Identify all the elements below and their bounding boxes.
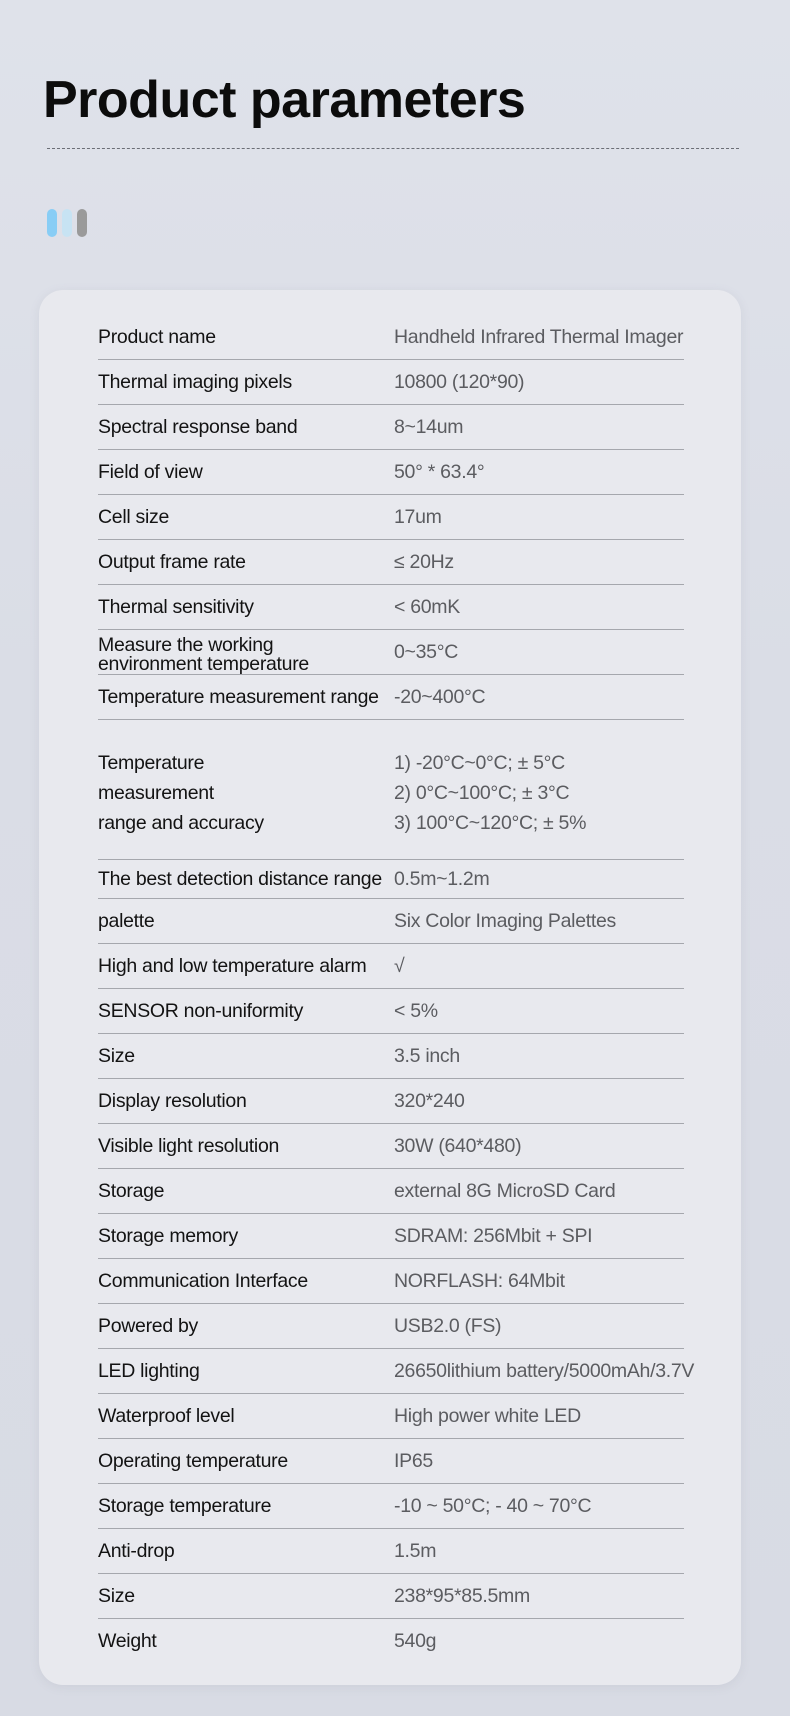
param-label: Field of view xyxy=(98,460,203,483)
param-value: 8~14um xyxy=(394,415,464,438)
param-label: Product name xyxy=(98,325,216,348)
param-label: Storage xyxy=(98,1179,165,1202)
param-label: Size xyxy=(98,1584,135,1607)
param-value: SDRAM: 256Mbit + SPI xyxy=(394,1224,593,1247)
param-value: Six Color Imaging Palettes xyxy=(394,909,616,932)
param-value: 30W (640*480) xyxy=(394,1134,522,1157)
param-value: external 8G MicroSD Card xyxy=(394,1179,616,1202)
param-row xyxy=(98,1034,684,1079)
param-row xyxy=(98,1214,684,1259)
param-label: Size xyxy=(98,1044,135,1067)
param-row xyxy=(98,1124,684,1169)
param-row xyxy=(98,1619,684,1664)
param-label-line: environment temperature xyxy=(98,653,309,675)
param-label: palette xyxy=(98,909,155,932)
param-row xyxy=(98,540,684,585)
param-value: -20~400°C xyxy=(394,685,486,708)
param-label: The best detection distance range xyxy=(98,867,382,890)
param-value: 0~35°C xyxy=(394,640,459,663)
param-label: Temperature measurement range xyxy=(98,685,379,708)
decorative-bars xyxy=(47,209,87,237)
param-row xyxy=(98,495,684,540)
param-row xyxy=(98,1529,684,1574)
param-row xyxy=(98,1484,684,1529)
param-label: Output frame rate xyxy=(98,550,246,573)
param-value: 1.5m xyxy=(394,1539,437,1562)
param-row xyxy=(98,1304,684,1349)
param-value: 0.5m~1.2m xyxy=(394,867,490,890)
accent-bar-gray xyxy=(77,209,87,237)
param-row xyxy=(98,1574,684,1619)
param-row xyxy=(98,675,684,720)
param-row-accuracy xyxy=(98,720,684,860)
dashed-divider xyxy=(47,148,739,149)
param-value: ≤ 20Hz xyxy=(394,550,454,573)
param-row xyxy=(98,899,684,944)
param-label-line: measurement xyxy=(98,782,214,804)
param-label: Anti-drop xyxy=(98,1539,175,1562)
param-label: High and low temperature alarm xyxy=(98,954,367,977)
param-row xyxy=(98,315,684,360)
param-value: IP65 xyxy=(394,1449,433,1472)
param-value: 3.5 inch xyxy=(394,1044,460,1067)
param-label: Thermal imaging pixels xyxy=(98,370,292,393)
param-value: USB2.0 (FS) xyxy=(394,1314,502,1337)
param-row xyxy=(98,860,684,899)
param-row xyxy=(98,360,684,405)
parameters-card xyxy=(39,290,741,1685)
param-value: Handheld Infrared Thermal Imager xyxy=(394,325,684,348)
parameters-table xyxy=(98,315,695,1664)
param-value: 50° * 63.4° xyxy=(394,460,485,483)
param-value: 238*95*85.5mm xyxy=(394,1584,530,1607)
param-row xyxy=(98,944,684,989)
param-label: Storage temperature xyxy=(98,1494,272,1517)
param-label: Visible light resolution xyxy=(98,1134,280,1157)
param-label: Waterproof level xyxy=(98,1404,235,1427)
param-value: 540g xyxy=(394,1630,437,1652)
param-row xyxy=(98,450,684,495)
param-value-line: 3) 100°C~120°C; ± 5% xyxy=(394,812,587,834)
param-row xyxy=(98,1169,684,1214)
param-label: Thermal sensitivity xyxy=(98,595,254,618)
param-label: Powered by xyxy=(98,1314,198,1337)
param-row xyxy=(98,989,684,1034)
param-label: SENSOR non-uniformity xyxy=(98,999,304,1022)
param-label xyxy=(98,630,388,674)
accent-bar-blue xyxy=(47,209,57,237)
param-row xyxy=(98,1349,695,1394)
param-value: √ xyxy=(394,954,405,977)
param-value: < 60mK xyxy=(394,595,460,618)
param-value: < 5% xyxy=(394,999,438,1022)
param-value-line: 2) 0°C~100°C; ± 3°C xyxy=(394,782,570,804)
param-label: Display resolution xyxy=(98,1089,247,1112)
param-row xyxy=(98,585,684,630)
param-value xyxy=(394,720,694,859)
param-row xyxy=(98,1079,684,1124)
param-value: 17um xyxy=(394,505,442,528)
param-label: Weight xyxy=(98,1630,157,1652)
param-label xyxy=(98,720,388,859)
param-label: Storage memory xyxy=(98,1224,238,1247)
param-label-line: Temperature xyxy=(98,752,205,774)
param-row xyxy=(98,405,684,450)
param-value: 26650lithium battery/5000mAh/3.7V xyxy=(394,1359,695,1382)
param-label: Communication Interface xyxy=(98,1269,308,1292)
param-value: High power white LED xyxy=(394,1404,581,1427)
param-value-line: 1) -20°C~0°C; ± 5°C xyxy=(394,752,565,774)
param-value: 320*240 xyxy=(394,1089,465,1112)
param-label-line: Measure the working xyxy=(98,634,274,656)
param-row xyxy=(98,1394,684,1439)
param-value: -10 ~ 50°C; - 40 ~ 70°C xyxy=(394,1494,592,1517)
param-row xyxy=(98,630,684,675)
param-value: NORFLASH: 64Mbit xyxy=(394,1269,565,1292)
param-label: Operating temperature xyxy=(98,1449,288,1472)
param-label: Cell size xyxy=(98,505,169,528)
param-row xyxy=(98,1439,684,1484)
param-label: LED lighting xyxy=(98,1359,200,1382)
page-title: Product parameters xyxy=(43,71,526,129)
param-label: Spectral response band xyxy=(98,415,298,438)
accent-bar-light xyxy=(62,209,72,237)
param-label-line: range and accuracy xyxy=(98,812,264,834)
param-value: 10800 (120*90) xyxy=(394,370,525,393)
param-row xyxy=(98,1259,684,1304)
